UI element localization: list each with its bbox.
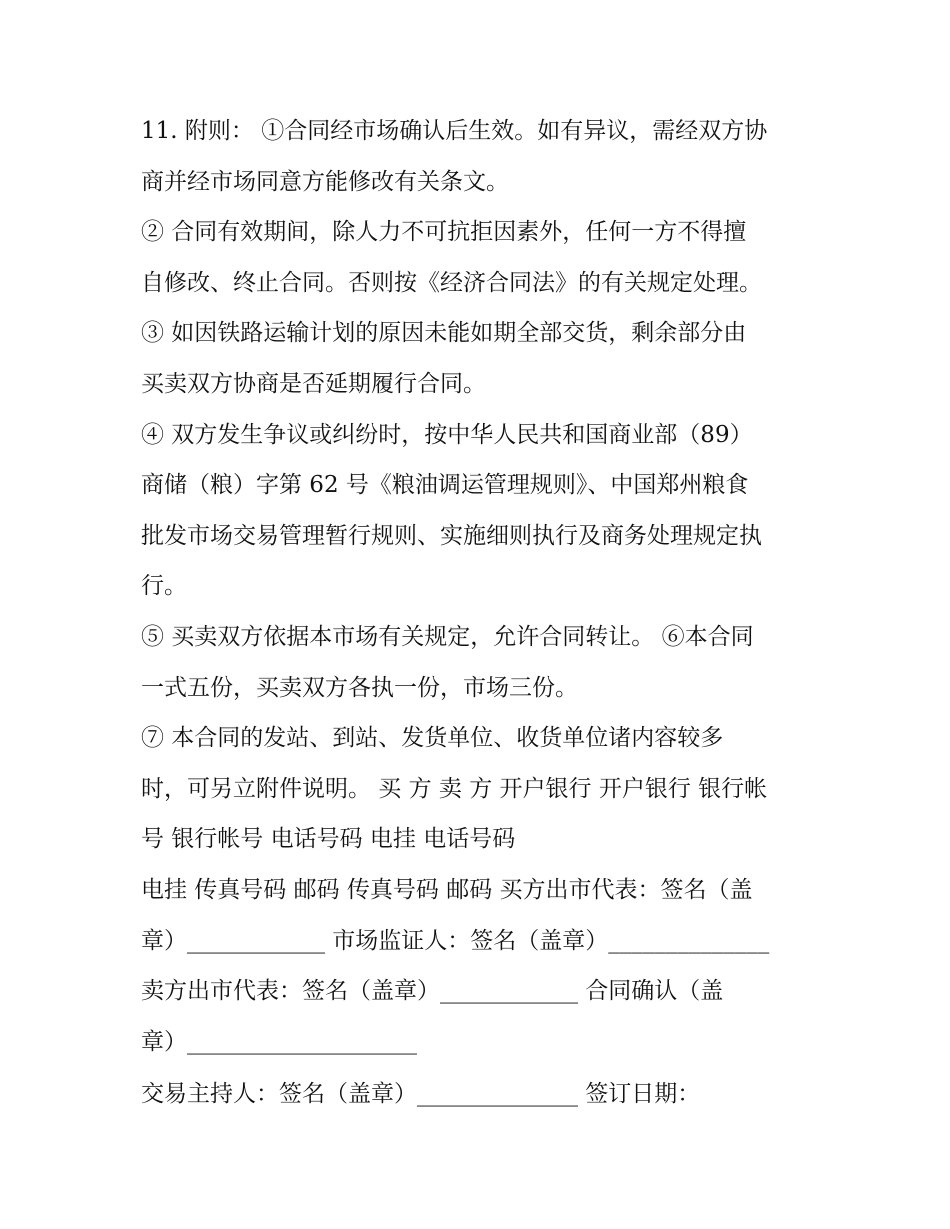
text-line xyxy=(141,971,831,1011)
text-line-content: 行。 xyxy=(141,573,187,599)
text-line-content: ⑦ 本合同的发站、到站、发货单位、收货单位诸内容较多 xyxy=(141,725,724,751)
text-line xyxy=(141,718,831,758)
text-line xyxy=(141,212,831,252)
text-line-content: 章）____________________ xyxy=(141,1029,417,1055)
text-line-content: 时，可另立附件说明。 买 方 卖 方 开户银行 开户银行 银行帐 xyxy=(141,776,768,802)
text-line xyxy=(141,1022,831,1062)
text-line xyxy=(141,819,831,859)
text-line xyxy=(141,566,831,606)
text-line-content: 一式五份，买卖双方各执一份，市场三份。 xyxy=(141,675,578,701)
text-line-content: 电挂 传真号码 邮码 传真号码 邮码 买方出市代表：签名（盖 xyxy=(141,877,753,903)
text-line-content: 商并经市场同意方能修改有关条文。 xyxy=(141,169,509,195)
text-line-content: 交易主持人：签名（盖章）______________ 签订日期： xyxy=(141,1081,701,1107)
text-line xyxy=(141,162,831,202)
text-line xyxy=(141,364,831,404)
text-line xyxy=(141,769,831,809)
text-line-content: 买卖双方协商是否延期履行合同。 xyxy=(141,371,486,397)
text-line xyxy=(141,263,831,303)
text-line xyxy=(141,516,831,556)
text-line xyxy=(141,870,831,910)
text-line xyxy=(141,1074,831,1114)
text-line-content: ② 合同有效期间，除人力不可抗拒因素外，任何一方不得擅 xyxy=(141,219,747,245)
text-line-content: 商储（粮）字第 62 号《粮油调运管理规则》、中国郑州粮食 xyxy=(141,472,749,498)
text-line-content: 号 银行帐号 电话号码 电挂 电话号码 xyxy=(141,826,516,852)
text-line-content: ④ 双方发生争议或纠纷时，按中华人民共和国商业部（89） xyxy=(141,422,753,448)
text-line-content: 章）____________ 市场监证人：签名（盖章）______________ xyxy=(141,928,770,954)
text-line-content: 自修改、终止合同。否则按《经济合同法》的有关规定处理。 xyxy=(141,270,762,296)
text-line-content: 卖方出市代表：签名（盖章）____________ 合同确认（盖 xyxy=(141,978,724,1004)
text-line xyxy=(141,617,831,657)
text-line xyxy=(141,111,831,151)
text-line-content: 批发市场交易管理暂行规则、实施细则执行及商务处理规定执 xyxy=(141,523,762,549)
text-line-content: ③ 如因铁路运输计划的原因未能如期全部交货，剩余部分由 xyxy=(141,320,747,346)
text-line xyxy=(141,668,831,708)
text-line xyxy=(141,921,831,961)
text-line-content: ⑤ 买卖双方依据本市场有关规定，允许合同转让。 ⑥本合同 xyxy=(141,624,754,650)
text-line xyxy=(141,313,831,353)
text-line xyxy=(141,465,831,505)
text-line xyxy=(141,415,831,455)
text-line-content: 11. 附则： ①合同经市场确认后生效。如有异议，需经双方协 xyxy=(141,118,768,144)
